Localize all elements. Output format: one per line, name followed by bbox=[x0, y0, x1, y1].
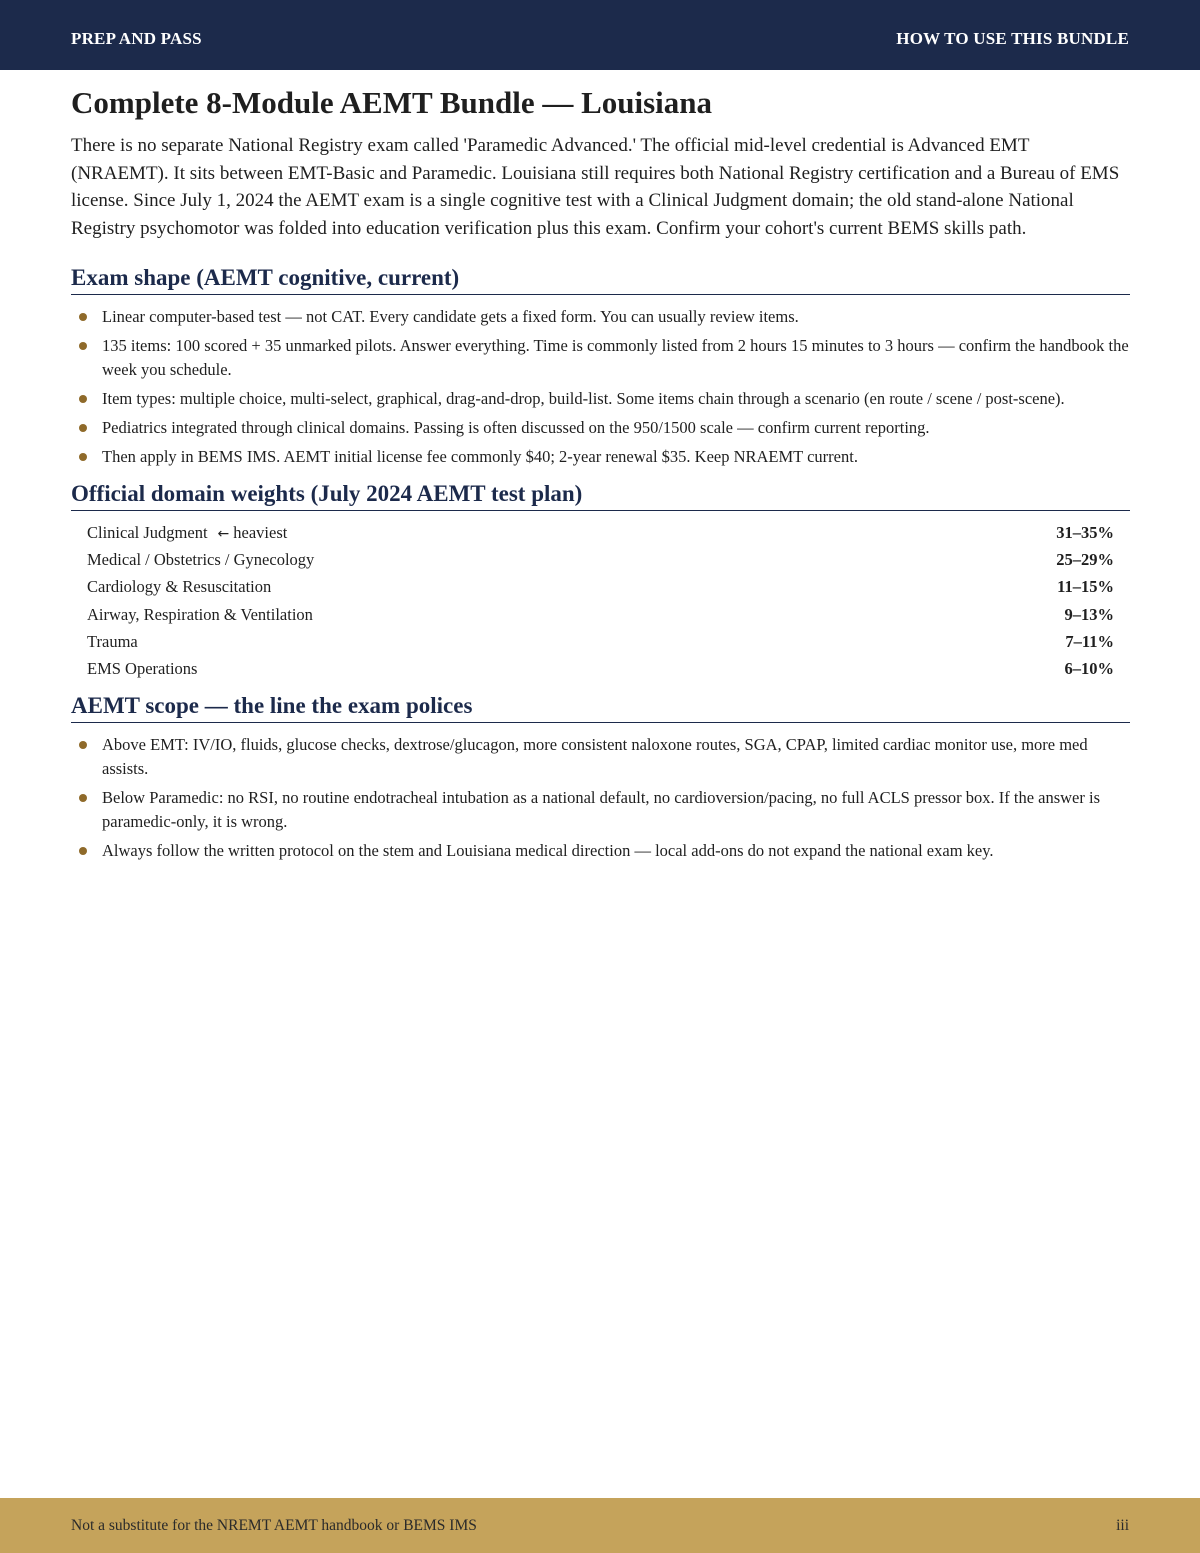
exam-shape-heading: Exam shape (AEMT cognitive, current) bbox=[71, 263, 1130, 295]
domain-note-wrap bbox=[218, 523, 288, 542]
domain-name: Clinical Judgment bbox=[87, 522, 208, 542]
list-item bbox=[71, 387, 1130, 411]
list-item-text: Above EMT: IV/IO, fluids, glucose checks, dextrose/glucagon, more consistent naloxone routes, SGA, CPAP, limited cardiac monitor use, more med assists. bbox=[102, 734, 1088, 778]
scope-list bbox=[71, 733, 1130, 863]
domain-name: Trauma bbox=[87, 631, 138, 651]
table-row bbox=[87, 574, 1114, 601]
domain-weight: 6–10% bbox=[1064, 659, 1114, 679]
list-item-text: Item types: multiple choice, multi-select, graphical, drag-and-drop, build-list. Some items chain through a scenario (en route / scene / post-scene). bbox=[102, 389, 1065, 408]
domain-weight: 7–11% bbox=[1065, 631, 1114, 651]
list-item bbox=[71, 334, 1130, 382]
bullet-icon bbox=[79, 794, 87, 802]
list-item-text: Always follow the written protocol on the stem and Louisiana medical direction — local add-ons do not expand the national exam key. bbox=[102, 840, 994, 860]
bullet-icon bbox=[79, 313, 87, 321]
domain-name: Cardiology & Resuscitation bbox=[87, 577, 272, 597]
domain-weights-heading: Official domain weights (July 2024 AEMT test plan) bbox=[71, 479, 1130, 511]
domain-note: heaviest bbox=[233, 522, 288, 542]
page-title: Complete 8-Module AEMT Bundle — Louisiana bbox=[71, 85, 713, 120]
page-number: iii bbox=[1116, 1517, 1129, 1534]
list-item-text: Linear computer-based test — not CAT. Every candidate gets a fixed form. You can usually review items. bbox=[102, 307, 799, 326]
page-header bbox=[0, 0, 1200, 70]
domain-weight: 11–15% bbox=[1057, 577, 1114, 597]
section-label: HOW TO USE THIS BUNDLE bbox=[896, 29, 1129, 48]
page-footer bbox=[0, 1498, 1200, 1553]
domain-weight: 9–13% bbox=[1064, 604, 1114, 624]
footer-disclaimer: Not a substitute for the NREMT AEMT handbook or BEMS IMS bbox=[71, 1517, 477, 1534]
list-item-text: Pediatrics integrated through clinical domains. Passing is often discussed on the 950/1500 scale — confirm current reporting. bbox=[102, 418, 930, 437]
table-row bbox=[87, 546, 1114, 573]
exam-shape-list bbox=[71, 305, 1130, 469]
domain-name: Airway, Respiration & Ventilation bbox=[87, 604, 313, 624]
list-item-text: 135 items: 100 scored + 35 unmarked pilots. Answer everything. Time is commonly listed from 2 hours 15 minutes to 3 hours — confirm the handbook the week you schedule. bbox=[102, 336, 1129, 379]
list-item bbox=[71, 839, 1130, 863]
table-row bbox=[87, 655, 1114, 682]
list-item bbox=[71, 786, 1130, 834]
domain-weights-table bbox=[71, 519, 1130, 683]
intro-paragraph: There is no separate National Registry exam called 'Paramedic Advanced.' The official mid-level credential is Advanced EMT (NRAEMT). It sits between EMT-Basic and Paramedic. Louisiana still requires both National Registry certification and a Bureau of EMS license. Since July 1, 2024 the AEMT exam is a single cognitive test with a Clinical Judgment domain; the old stand-alone National Registry psychomotor was folded into education verification plus this exam. Confirm your cohort's current BEMS skills path. bbox=[71, 135, 1120, 239]
bullet-icon bbox=[79, 395, 87, 403]
table-row bbox=[87, 519, 1114, 546]
list-item bbox=[71, 416, 1130, 440]
domain-name: EMS Operations bbox=[87, 659, 198, 679]
scope-heading: AEMT scope — the line the exam polices bbox=[71, 691, 1130, 723]
arrow-left-icon: ← bbox=[217, 525, 230, 542]
list-item bbox=[71, 733, 1130, 781]
bullet-icon bbox=[79, 424, 87, 432]
list-item bbox=[71, 445, 1130, 469]
list-item-text: Then apply in BEMS IMS. AEMT initial license fee commonly $40; 2-year renewal $35. Keep NRAEMT current. bbox=[102, 447, 858, 466]
domain-weight: 25–29% bbox=[1056, 549, 1114, 569]
domain-name: Medical / Obstetrics / Gynecology bbox=[87, 549, 315, 569]
bullet-icon bbox=[79, 342, 87, 350]
domain-cell bbox=[87, 523, 287, 543]
page-content bbox=[71, 84, 1130, 868]
bullet-icon bbox=[79, 741, 87, 749]
bullet-icon bbox=[79, 453, 87, 461]
list-item-text: Below Paramedic: no RSI, no routine endotracheal intubation as a national default, no cardioversion/pacing, no full ACLS pressor box. If the answer is paramedic-only, it is wrong. bbox=[102, 787, 1101, 831]
domain-weight: 31–35% bbox=[1056, 522, 1114, 542]
list-item bbox=[71, 305, 1130, 329]
table-row bbox=[87, 601, 1114, 628]
bullet-icon bbox=[79, 847, 87, 855]
brand-label: PREP AND PASS bbox=[71, 29, 202, 48]
table-row bbox=[87, 628, 1114, 655]
